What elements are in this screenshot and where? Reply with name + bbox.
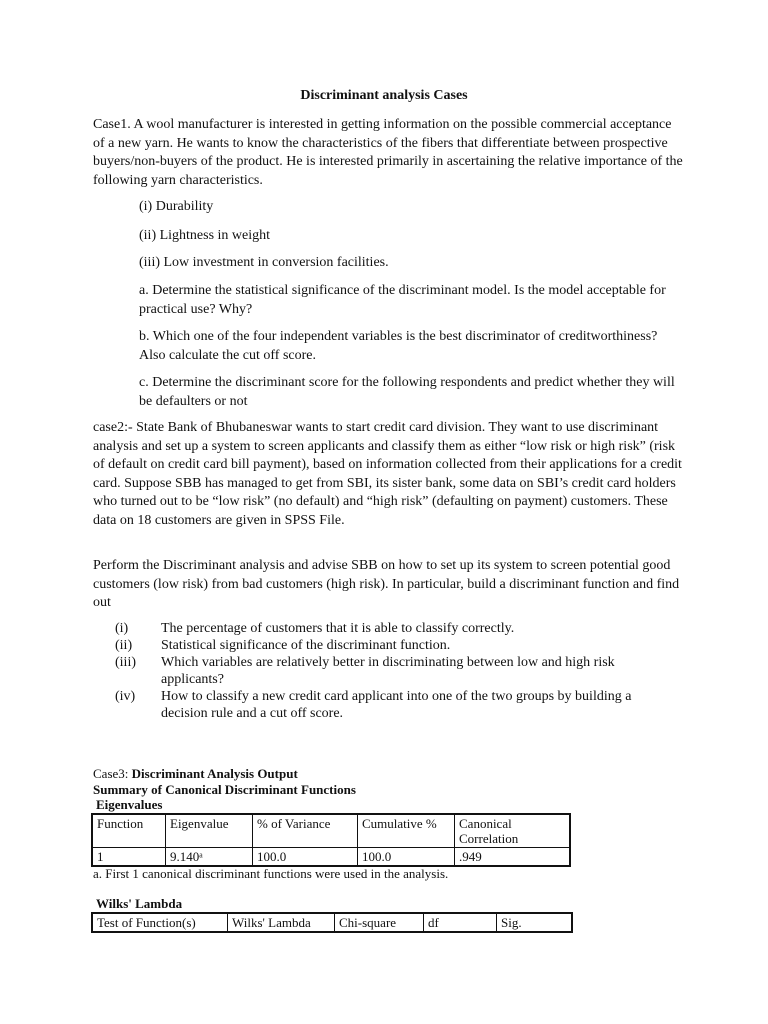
list-item-text: Statistical significance of the discriminant function. (161, 638, 451, 653)
wilks-lambda-title: Wilks' Lambda (96, 896, 183, 911)
list-item-number: (iii) (115, 655, 136, 670)
table-header-cell: df (424, 913, 497, 932)
case1-intro: Case1. A wool manufacturer is interested in getting information on the possible commercial acceptance of a new yarn. He wants to know the characteristics of the fibers that differentiate between prospective buyers/non-buyers of the product. He is interested primarily in ascertaining the relative importance of the following yarn characteristics. (93, 117, 683, 188)
eigenvalues-title: Eigenvalues (96, 797, 163, 812)
table-cell: .949 (455, 848, 571, 867)
list-item-number: (ii) (115, 638, 133, 653)
case1-item-durability: (i) Durability (139, 199, 214, 214)
list-item-text: Which variables are relatively better in discriminating between low and high risk applicants? (161, 655, 615, 687)
case3-heading-line (93, 766, 298, 782)
table-cell: 1 (92, 848, 166, 867)
table-header-row (92, 814, 570, 848)
case1-question-a: a. Determine the statistical significance of the discriminant model. Is the model acceptable for practical use? Why? (139, 283, 666, 317)
table-cell: 100.0 (253, 848, 358, 867)
case1-item-lightness: (ii) Lightness in weight (139, 228, 271, 243)
case2-task: Perform the Discriminant analysis and advise SBB on how to set up its system to screen potential good customers (low risk) from bad customers (high risk). In particular, build a discriminant function and find out (93, 558, 680, 610)
table-row (92, 848, 570, 867)
case1-question-b: b. Which one of the four independent variables is the best discriminator of creditworthiness? Also calculate the cut off score. (139, 329, 658, 363)
case3-label: Case3: (93, 766, 132, 781)
table-header-cell: Chi-square (335, 913, 424, 932)
table-cell: 100.0 (358, 848, 455, 867)
list-item (93, 637, 683, 654)
table-header-row (92, 913, 572, 932)
case3-summary-heading: Summary of Canonical Discriminant Functions (93, 782, 356, 797)
table-cell: 9.140ᵃ (166, 848, 253, 867)
case2-task-list (93, 620, 683, 722)
list-item-number: (iv) (115, 689, 136, 704)
table-header-cell: Function (92, 814, 166, 848)
table-header-cell: Cumulative % (358, 814, 455, 848)
case1-question-c: c. Determine the discriminant score for the following respondents and predict whether they will be defaulters or not (139, 375, 675, 409)
table-header-cell: Test of Function(s) (92, 913, 228, 932)
table-header-cell: Wilks' Lambda (228, 913, 335, 932)
page-title: Discriminant analysis Cases (300, 88, 468, 103)
table-header-cell: % of Variance (253, 814, 358, 848)
list-item (93, 688, 683, 722)
eigenvalues-footnote: a. First 1 canonical discriminant functions were used in the analysis. (93, 866, 449, 881)
list-item-text: How to classify a new credit card applicant into one of the two groups by building a decision rule and a cut off score. (161, 689, 632, 721)
case1-item-investment: (iii) Low investment in conversion facilities. (139, 255, 389, 270)
wilks-lambda-table (91, 912, 573, 933)
table-header-cell: Sig. (497, 913, 573, 932)
list-item-number: (i) (115, 621, 129, 636)
table-header-cell: Canonical Correlation (455, 814, 571, 848)
list-item (93, 654, 683, 688)
case3-heading: Discriminant Analysis Output (131, 766, 298, 781)
list-item (93, 620, 683, 637)
case2-intro: case2:- State Bank of Bhubaneswar wants to start credit card division. They want to use discriminant analysis and set up a system to screen applicants and classify them as either “low risk or high risk” (risk of default on credit card bill payment), based on information collected from their applications for a credit card. Suppose SBB has managed to get from SBI, its sister bank, some data on SBI’s credit card holders who turned out to be “low risk” (no default) and “high risk” (defaulting on payment) customers. These data on 18 customers are given in SPSS File. (93, 420, 682, 528)
list-item-text: The percentage of customers that it is able to classify correctly. (161, 621, 515, 636)
eigenvalues-table (91, 813, 571, 867)
table-header-cell: Eigenvalue (166, 814, 253, 848)
